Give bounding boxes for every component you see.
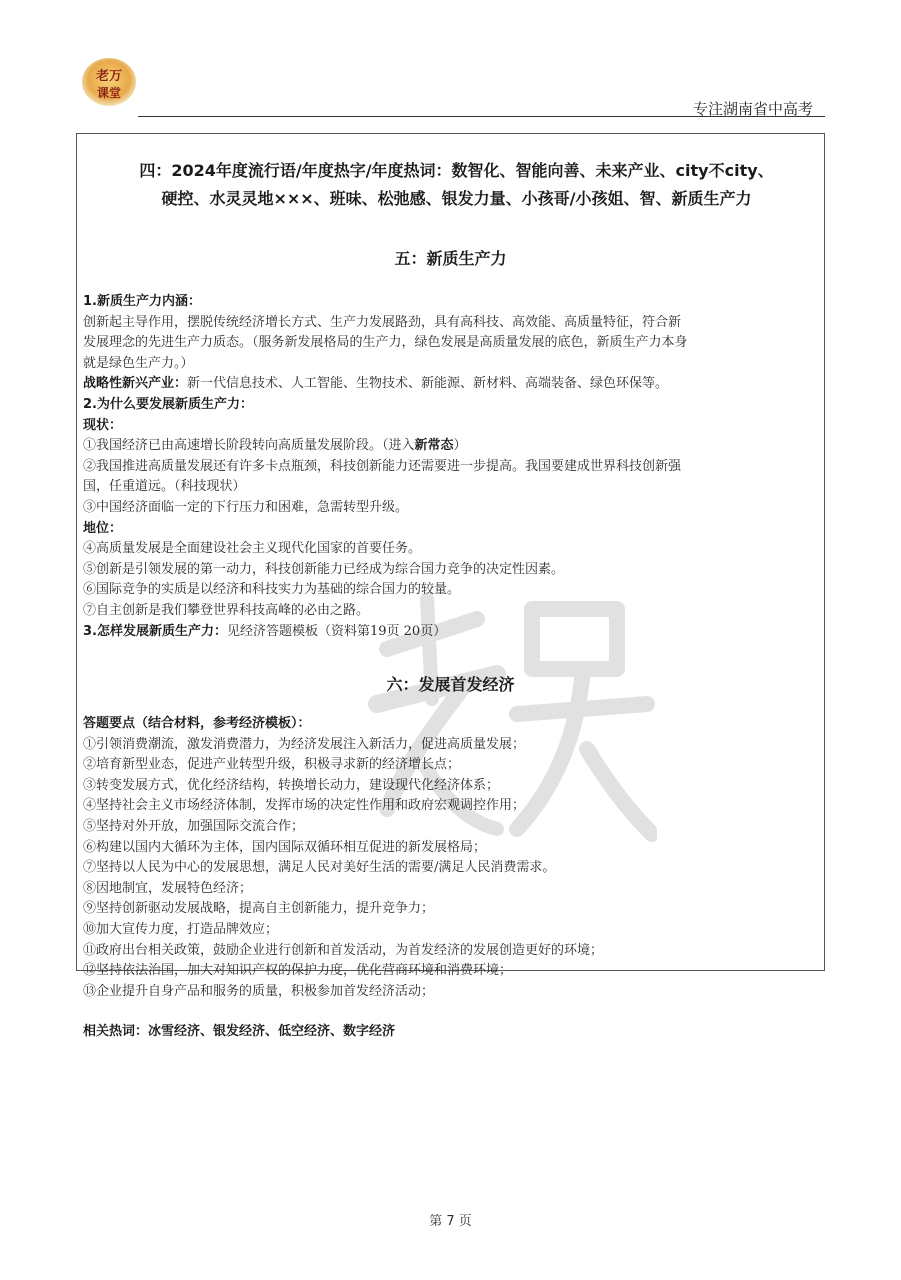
s6-point: ②培育新型业态，促进产业转型升级，积极寻求新的经济增长点；	[83, 757, 461, 773]
s5-line	[83, 333, 818, 354]
s6-intro: 答题要点（结合材料，参考经济模板）：	[83, 716, 311, 731]
s6-point: ⑬企业提升自身产品和服务的质量，积极参加首发经济活动；	[83, 983, 435, 999]
s6-point: ④坚持社会主义市场经济体制，发挥市场的决定性作用和政府宏观调控作用；	[83, 798, 526, 814]
s5-line	[83, 560, 818, 581]
s5-text: ）	[453, 438, 467, 454]
s5-bold: 现状：	[83, 417, 123, 433]
s6-point: ①引领消费潮流，激发消费潜力，为经济发展注入新活力，促进高质量发展；	[83, 736, 526, 752]
s5-text: ①我国经济已由高速增长阶段转向高质量发展阶段。（进入	[83, 438, 415, 454]
s5-line	[83, 580, 818, 601]
s5-text: ⑤创新是引领发展的第一动力，科技创新能力已经成为综合国力竞争的决定性因素。	[83, 561, 565, 577]
s5-line	[83, 374, 818, 395]
s5-line	[83, 292, 818, 313]
svg-text:课堂: 课堂	[96, 86, 122, 100]
s6-point: ⑦坚持以人民为中心的发展思想，满足人民对美好生活的需要/满足人民消费需求。	[83, 860, 556, 876]
s5-line	[83, 498, 818, 519]
s6-point: ⑫坚持依法治国，加大对知识产权的保护力度，优化营商环境和消费环境；	[83, 963, 513, 979]
s5-line	[83, 622, 818, 643]
s6-point: ⑩加大宣传力度，打造品牌效应；	[83, 921, 279, 937]
s5-bold: 3.怎样发展新质生产力：	[83, 623, 227, 639]
section5-heading: 五：新质生产力	[394, 249, 507, 268]
s6-point: ⑧因地制宜，发展特色经济；	[83, 880, 253, 896]
s6-point: ⑤坚持对外开放，加强国际交流合作；	[83, 818, 305, 834]
svg-text:老万: 老万	[95, 69, 123, 84]
s6-point: ③转变发展方式，优化经济结构，转换增长动力，建设现代化经济体系；	[83, 777, 500, 793]
s5-line	[83, 313, 818, 334]
logo	[80, 56, 138, 108]
section6-heading: 六：发展首发经济	[386, 675, 515, 694]
s6-point: ⑥构建以国内大循环为主体，国内国际双循环相互促进的新发展格局；	[83, 839, 487, 855]
s5-line	[83, 395, 818, 416]
s6-related: 相关热词：冰雪经济、银发经济、低空经济、数字经济	[83, 1024, 396, 1040]
s5-line	[83, 519, 818, 540]
section4-line1: 四：2024年度流行语/年度热字/年度热词：数智化、智能向善、未来产业、city不city、	[139, 161, 774, 180]
s5-text: 见经济答题模板（资料第19页 20页）	[226, 623, 447, 639]
s5-text: ⑦自主创新是我们攀登世界科技高峰的必由之路。	[83, 602, 370, 618]
section6-body	[83, 714, 818, 1043]
s6-point: ⑪政府出台相关政策，鼓励企业进行创新和首发活动，为首发经济的发展创造更好的环境；	[83, 942, 604, 958]
s5-line	[83, 457, 818, 478]
s5-text: ⑥国际竞争的实质是以经济和科技实力为基础的综合国力的较量。	[83, 582, 461, 598]
s5-text: 新一代信息技术、人工智能、生物技术、新能源、新材料、高端装备、绿色环保等。	[187, 376, 669, 392]
s5-bold: 2.为什么要发展新质生产力：	[83, 396, 253, 412]
s5-line	[83, 539, 818, 560]
s5-bold: 战略性新兴产业：	[83, 376, 188, 392]
header-tagline: 专注湖南省中高考	[692, 100, 813, 118]
section5-body	[83, 292, 818, 642]
s5-text: ④高质量发展是全面建设社会主义现代化国家的首要任务。	[83, 541, 422, 557]
section4-line2: 硬控、水灵灵地×××、班味、松弛感、银发力量、小孩哥/小孩姐、智、新质生产力	[161, 189, 752, 208]
s5-line	[83, 354, 818, 375]
s5-line	[83, 477, 818, 498]
page-number: 第 7 页	[429, 1214, 472, 1229]
header-divider	[138, 116, 825, 117]
content-frame	[76, 133, 825, 1040]
s5-bold: 1.新质生产力内涵：	[83, 294, 201, 309]
s5-text: 发展理念的先进生产力质态。（服务新发展格局的生产力，绿色发展是高质量发展的底色，新质生产力本身	[83, 335, 688, 351]
s5-text: ②我国推进高质量发展还有许多卡点瓶颈，科技创新能力还需要进一步提高。我国要建成世界科技创新强	[83, 458, 682, 474]
s5-line	[83, 601, 818, 622]
section4-title	[107, 157, 806, 213]
s5-line	[83, 436, 818, 457]
s5-bold: 新常态	[414, 438, 454, 454]
s5-text: ③中国经济面临一定的下行压力和困难，急需转型升级。	[83, 499, 409, 515]
s5-text: 就是绿色生产力。）	[83, 355, 194, 371]
s6-point: ⑨坚持创新驱动发展战略，提高自主创新能力，提升竞争力；	[83, 901, 435, 917]
s5-line	[83, 416, 818, 437]
s5-text: 创新起主导作用，摆脱传统经济增长方式、生产力发展路劲，具有高科技、高效能、高质量特征，符合新	[83, 314, 682, 330]
s5-text: 国，任重道远。（科技现状）	[83, 479, 246, 495]
s5-bold: 地位：	[83, 520, 123, 536]
